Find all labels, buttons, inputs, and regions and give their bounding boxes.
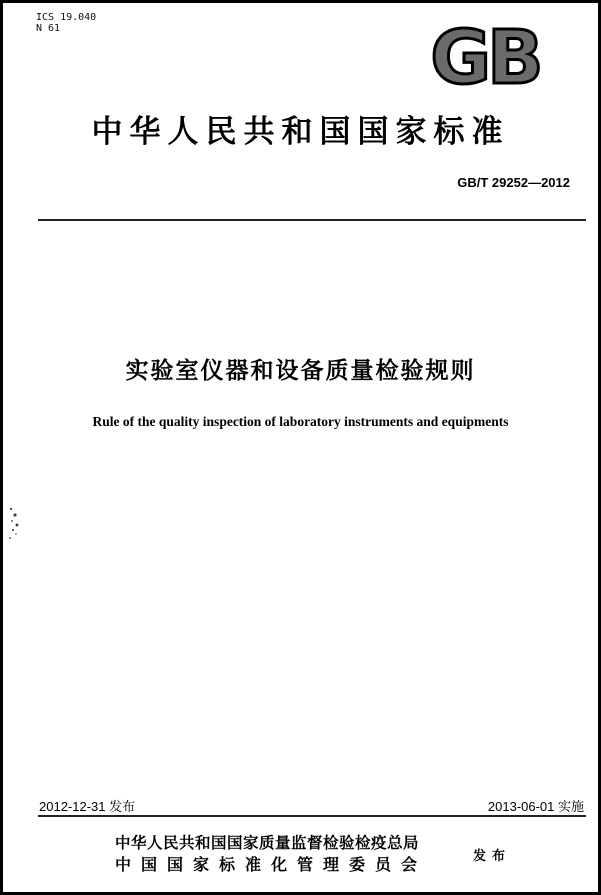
classification-codes — [36, 12, 96, 34]
footer-divider — [38, 815, 586, 817]
ics-code: ICS 19.040 — [36, 12, 97, 23]
issue-date: 2012-12-31 发布 — [39, 799, 136, 814]
ccs-code: N 61 — [36, 23, 61, 34]
issuer-sac: 中国国家标准化管理委员会 — [115, 855, 428, 874]
standard-category-title: 中华人民共和国国家标准 — [91, 114, 510, 150]
issuer-aqsiq: 中华人民共和国国家质量监督检验检疫总局 — [115, 834, 420, 852]
document-title-english: Rule of the quality inspection of laboratory instruments and equipments — [92, 414, 509, 429]
scan-speck-decoration — [7, 503, 21, 543]
gb-logo-text: GB — [430, 17, 540, 93]
issuing-authorities — [115, 832, 427, 876]
header-divider — [38, 219, 586, 221]
document-title-chinese: 实验室仪器和设备质量检验规则 — [125, 358, 476, 384]
effective-date: 2013-06-01 实施 — [487, 799, 584, 814]
gb-logo — [417, 17, 553, 93]
issued-label: 发布 — [473, 849, 512, 864]
standard-number: GB/T 29252—2012 — [457, 175, 570, 190]
